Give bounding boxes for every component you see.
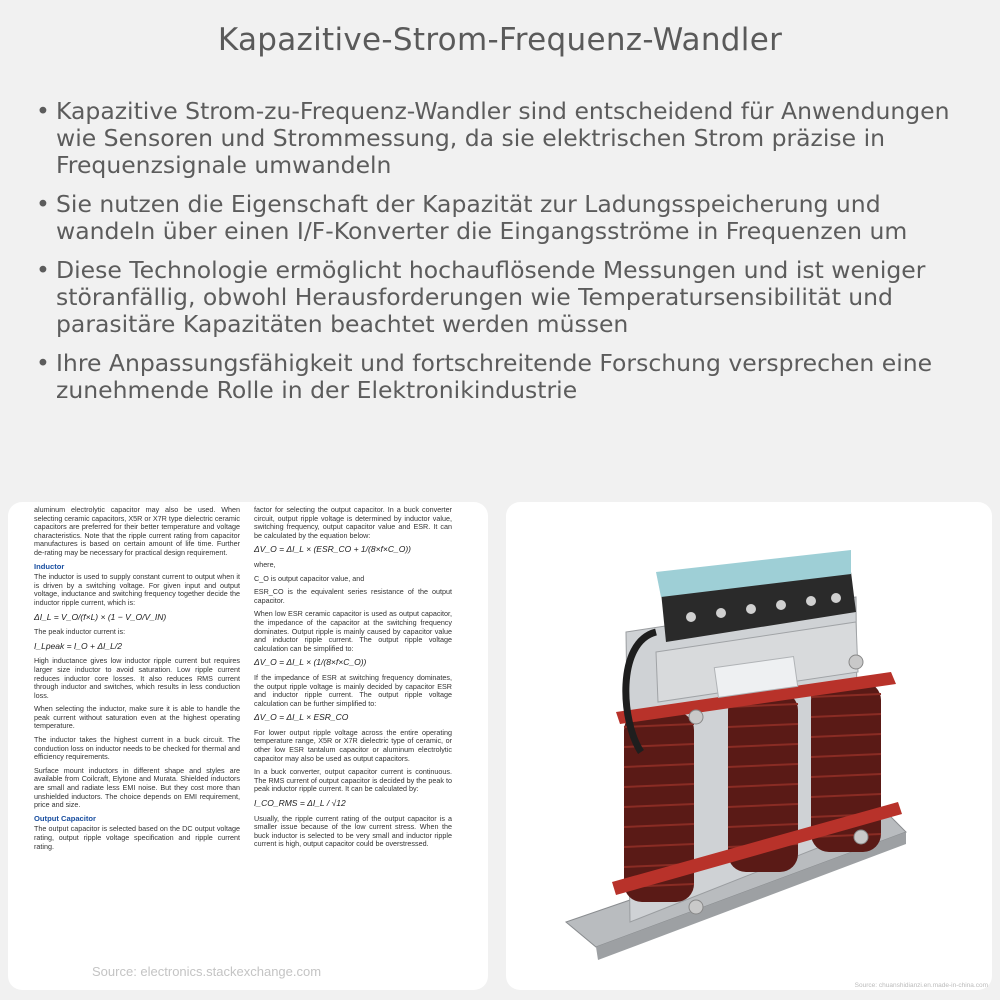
doc-equation: ΔI_L = V_O/(f×L) × (1 − V_O/V_IN): [34, 611, 167, 622]
doc-paragraph: Surface mount inductors in different shape and styles are available from Coilcraft, Elytone and Murata. Shielded inductors are small and radiate less EMI noise. But they cost more than unshielded inductors. The choice depends on EMI requirement, price and size.: [34, 765, 240, 810]
doc-paragraph: The inductor is used to supply constant current to output when it is driven by a switching voltage. For given input and output voltage, inductance and switching frequency together decide the inductor ripple current, which is:: [34, 572, 240, 607]
document-column-2: [254, 506, 452, 854]
bolt: [854, 830, 868, 844]
doc-paragraph: The peak inductor current is:: [34, 627, 126, 637]
bullet-item: • Ihre Anpassungsfähigkeit und fortschreitende Forschung versprechen eine zunehmende Rolle in der Elektronikindustrie: [36, 350, 966, 404]
doc-paragraph: ESR_CO is the equivalent series resistance of the output capacitor.: [254, 587, 452, 605]
doc-paragraph: If the impedance of ESR at switching frequency dominates, the output ripple voltage is mainly decided by capacitor ESR and inductor ripple current. The output ripple voltage calculation can be further simplified to:: [254, 672, 452, 708]
doc-paragraph: aluminum electrolytic capacitor may also be used. When selecting ceramic capacitors, X5R or X7R type dielectric ceramic capacitors are preferred for their better temperature and voltage characteristics. Note that the ripple current rating from capacitor manufactures is based on certain amount of life time. Further de-rating may be necessary for practical design requirement.: [34, 505, 240, 557]
page-title: Kapazitive-Strom-Frequenz-Wandler: [217, 22, 783, 58]
doc-paragraph: Usually, the ripple current rating of the output capacitor is a smaller issue because of the low current stress. When the buck inductor is selected to be very small and inductor ripple current is high, output capacitor could be overstressed.: [254, 813, 452, 849]
bullet-item: • Sie nutzen die Eigenschaft der Kapazität zur Ladungsspeicherung und wandeln über einen I/F-Konverter die Eingangsströme in Frequenzen um: [36, 191, 966, 245]
source-caption-right: Source: chuanshidianzi.en.made-in-china.com: [854, 982, 988, 989]
doc-paragraph: When selecting the inductor, make sure it is able to handle the peak current without saturation even at the highest operating temperature.: [34, 704, 240, 731]
three-phase-reactor-illustration: [506, 502, 992, 990]
bolt: [849, 655, 863, 669]
bolt: [689, 900, 703, 914]
doc-equation: ΔV_O = ΔI_L × (ESR_CO + 1/(8×f×C_O)): [254, 544, 411, 555]
bullet-item: • Kapazitive Strom-zu-Frequenz-Wandler sind entscheidend für Anwendungen wie Sensoren und Strommessung, da sie elektrischen Strom präzise in Frequenzsignale umwandeln: [36, 98, 966, 179]
doc-paragraph: factor for selecting the output capacitor. In a buck converter circuit, output ripple voltage is determined by inductor value, switching frequency, output capacitor value and ESR. It can be calculated by the equation below:: [254, 505, 452, 540]
bullet-item: • Diese Technologie ermöglicht hochauflösende Messungen und ist weniger störanfällig, obwohl Herausforderungen wie Temperatursensibilität und parasitäre Kapazitäten beachtet werden müssen: [36, 257, 966, 338]
doc-equation: ΔV_O = ΔI_L × ESR_CO: [254, 712, 349, 723]
doc-equation: I_Lpeak = I_O + ΔI_L/2: [34, 640, 122, 651]
document-image: [8, 502, 488, 990]
doc-paragraph: For lower output ripple voltage across the entire operating temperature range, X5R or X7R dielectric type of ceramic, or other low ESR tantalum capacitor or aluminum electrolytic capacitor may also be used as output capacitors.: [254, 727, 452, 763]
doc-equation: I_CO_RMS = ΔI_L / √12: [254, 798, 346, 809]
doc-heading: Inductor: [34, 561, 65, 571]
doc-paragraph: The inductor takes the highest current in a buck circuit. The conduction loss on inductor needs to be checked for thermal and efficiency requirements.: [34, 735, 240, 762]
doc-paragraph: C_O is output capacitor value, and: [254, 573, 365, 583]
doc-paragraph: When low ESR ceramic capacitor is used as output capacitor, the impedance of the capacitor at the switching frequency dominates. Output ripple is mainly caused by capacitor value and inductor ripple current. The output ripple voltage calculation can be simplified to:: [254, 609, 452, 653]
product-photo: [506, 502, 992, 990]
document-column-1: [34, 506, 240, 856]
source-caption-left: Source: electronics.stackexchange.com: [92, 964, 322, 979]
doc-paragraph: High inductance gives low inductor ripple current but requires larger size inductor to avoid saturation. Low ripple current reduces inductor core losses. It also reduces RMS current through inductor and switches, which results in less conduction loss.: [34, 656, 240, 700]
doc-equation: ΔV_O = ΔI_L × (1/(8×f×C_O)): [254, 657, 367, 668]
doc-heading: Output Capacitor: [34, 813, 97, 823]
doc-paragraph: In a buck converter, output capacitor current is continuous. The RMS current of output capacitor is decided by the peak to peak inductor ripple current. It can be calculated by:: [254, 767, 452, 794]
bolt: [689, 710, 703, 724]
bullet-list: [36, 98, 966, 416]
doc-paragraph: The output capacitor is selected based on the DC output voltage rating, output ripple voltage specification and ripple current rating.: [34, 824, 240, 851]
doc-paragraph: where,: [254, 559, 276, 569]
